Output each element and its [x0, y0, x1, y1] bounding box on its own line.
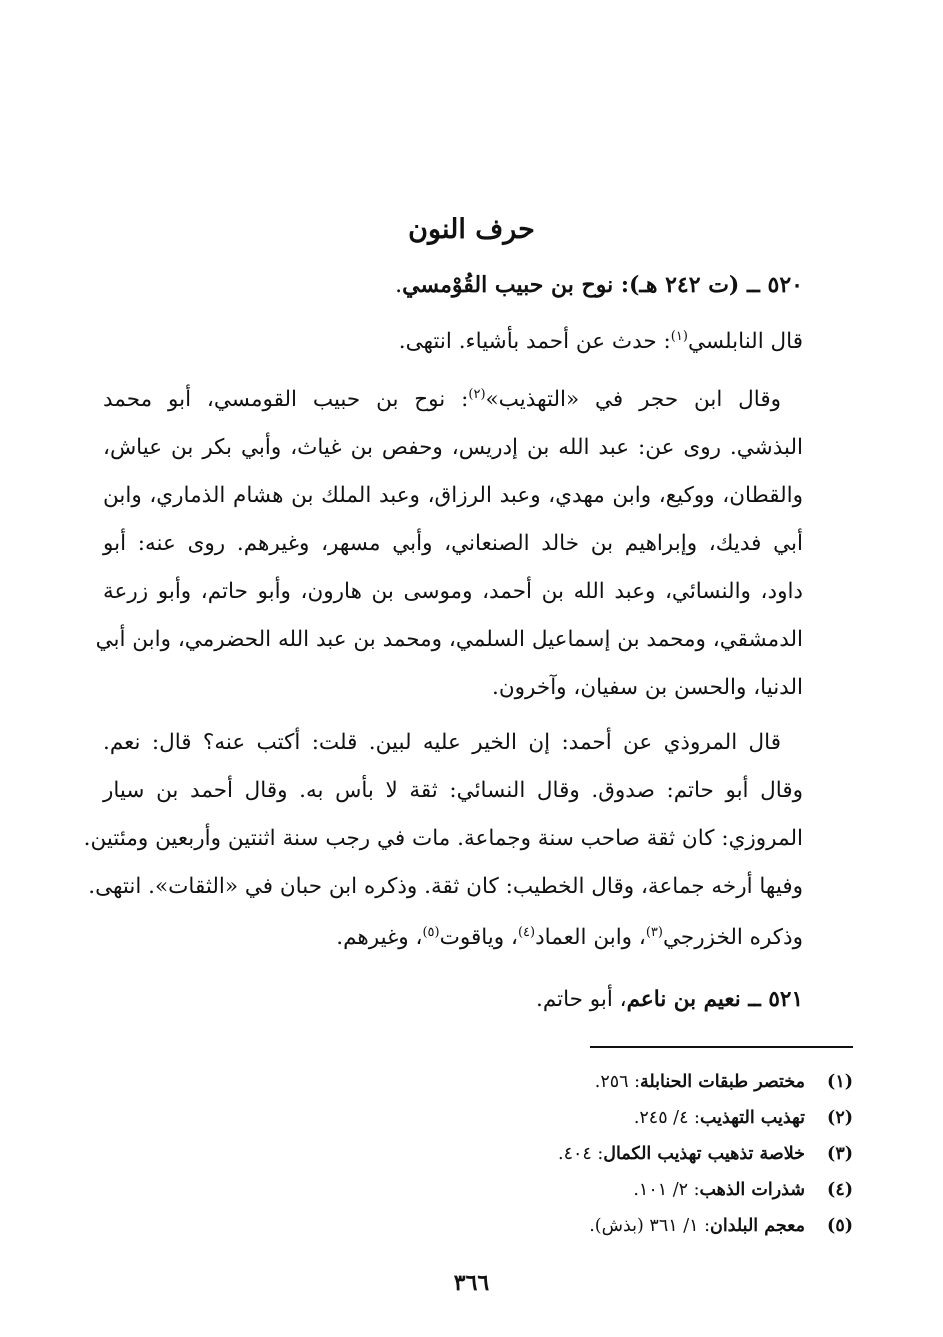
entry-521-name: ٥٢١ ــ نعيم بن ناعم — [626, 987, 803, 1012]
footnote-reference: : ٢٥٦. — [594, 1072, 640, 1092]
text-line: البذشي. روى عن: عبد الله بن إدريس، وحفص بن غياث، وأبي بكر بن عياش، — [103, 435, 803, 460]
text-line: والقطان، ووكيع، وابن مهدي، وعبد الرزاق، وعبد الملك بن هشام الذماري، وابن — [103, 483, 803, 508]
mentions-text: ، وغيرهم. — [336, 925, 423, 950]
text-line: قال المروذي عن أحمد: إن الخير عليه لبين. قلت: أكتب عنه؟ قال: نعم. — [103, 730, 781, 755]
footnote-number: (١) — [827, 1072, 853, 1092]
text-line: وقال أبو حاتم: صدوق. وقال النسائي: ثقة لا بأس به. وقال أحمد بن سيار — [103, 778, 803, 803]
entry-521-title — [103, 980, 803, 1020]
footnote-ref-2[interactable]: (٢) — [468, 386, 486, 402]
footnote-source: شذرات الذهب — [699, 1180, 805, 1200]
text-line: أبي فديك، وإبراهيم بن خالد الصنعاني، وأبي مسهر، وغيرهم. روى عنه: أبو — [103, 531, 803, 556]
footnote-number: (٤) — [827, 1180, 853, 1200]
footnote-item — [353, 1172, 853, 1208]
footnote-source: مختصر طبقات الحنابلة — [640, 1072, 805, 1092]
section-heading: حرف النون — [408, 214, 535, 245]
footnote-item — [353, 1100, 853, 1136]
paragraph-tahdhib — [95, 376, 803, 712]
footnote-item — [353, 1208, 853, 1244]
page-number: ٣٦٦ — [453, 1270, 490, 1296]
text-line: داود، والنسائي، وعبد الله بن أحمد، وموسى بن هارون، وأبو حاتم، وأبو زرعة — [103, 579, 803, 604]
mentions-text: ، وياقوت — [439, 925, 518, 950]
text-line — [103, 376, 803, 424]
mentions-text: ، وابن العماد — [535, 925, 646, 950]
text-line: وفيها أرخه جماعة، وقال الخطيب: كان ثقة. وذكره ابن حبان في «الثقات». انتهى. — [88, 874, 803, 899]
text-line: الدمشقي، ومحمد بن إسماعيل السلمي، ومحمد بن عبد الله الحضرمي، وابن أبي — [95, 627, 803, 652]
footnote-number: (٢) — [827, 1108, 853, 1128]
tahdhib-intro: وقال ابن حجر في «التهذيب» — [485, 387, 781, 412]
text-line: المروزي: كان ثقة صاحب سنة وجماعة. مات في رجب سنة اثنتين وأربعين ومئتين. — [83, 826, 803, 851]
footnote-reference: : ٤٠٤. — [558, 1144, 604, 1164]
entry-520-title — [395, 265, 803, 306]
footnote-ref-4[interactable]: (٤) — [517, 924, 536, 940]
nabulsi-text: قال النابلسي — [687, 329, 803, 354]
footnote-source: تهذيب التهذيب — [699, 1108, 805, 1128]
paragraph-marwazi — [83, 719, 803, 911]
text-line: الدنيا، والحسن بن سفيان، وآخرون. — [492, 675, 803, 700]
nabulsi-text-tail: : حدث عن أحمد بأشياء. انتهى. — [398, 329, 671, 354]
footnote-ref-1[interactable]: (١) — [670, 328, 688, 344]
entry-521-tail: ، أبو حاتم. — [535, 987, 627, 1012]
footnote-item — [353, 1136, 853, 1172]
footnotes — [353, 1064, 853, 1244]
paragraph-mentions — [103, 918, 803, 958]
footnote-reference: : ٤/ ٢٤٥. — [633, 1108, 700, 1128]
paragraph-nabulsi — [103, 322, 803, 362]
tahdhib-intro-tail: : نوح بن حبيب القومسي، أبو محمد — [103, 387, 469, 412]
footnote-divider — [590, 1046, 853, 1048]
mentions-text: وذكره الخزرجي — [662, 925, 803, 950]
footnote-reference: : ٢/ ١٠١. — [633, 1180, 700, 1200]
footnote-ref-5[interactable]: (٥) — [422, 924, 440, 940]
footnote-reference: : ١/ ٣٦١ (بذش). — [589, 1216, 710, 1236]
footnote-number: (٥) — [827, 1216, 853, 1236]
footnote-number: (٣) — [827, 1144, 853, 1164]
footnote-ref-3[interactable]: (٣) — [645, 924, 663, 940]
entry-520-title-text: ٥٢٠ ــ (ت ٢٤٢ هـ): نوح بن حبيب القُوْمسي — [402, 272, 803, 298]
entry-520-title-tail: . — [395, 273, 403, 298]
footnote-source: خلاصة تذهيب تهذيب الكمال — [603, 1144, 805, 1164]
footnote-item — [353, 1064, 853, 1100]
footnote-source: معجم البلدان — [709, 1216, 805, 1236]
